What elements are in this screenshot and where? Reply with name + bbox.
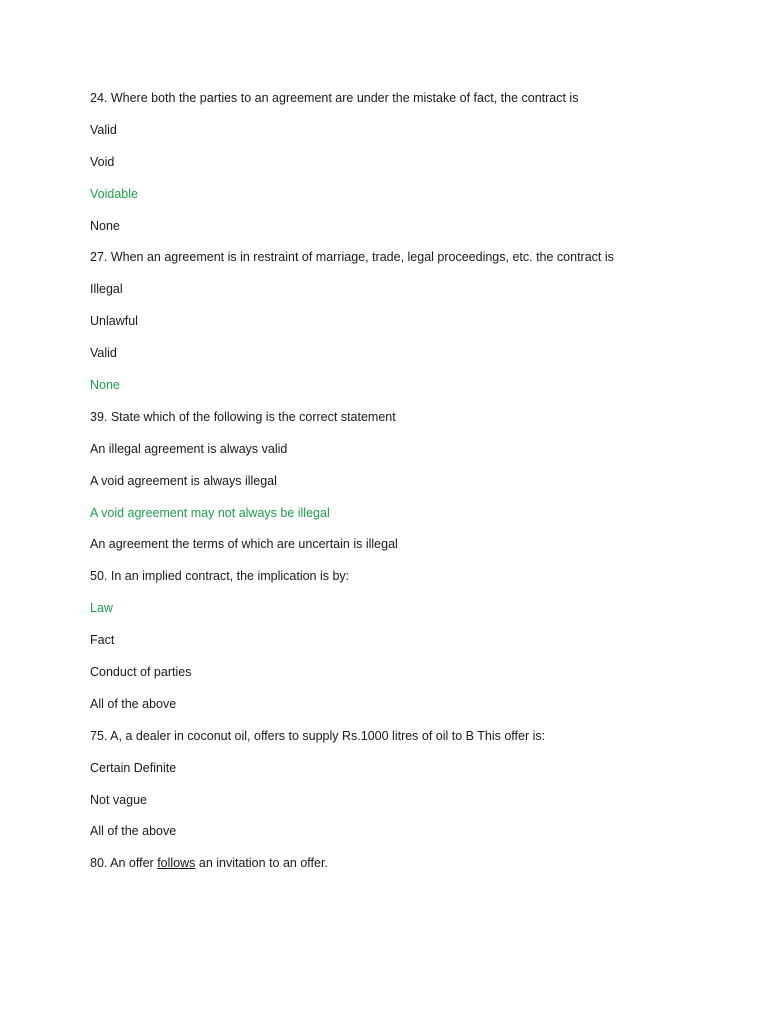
question-prompt: 50. In an implied contract, the implication is by: [90,569,350,584]
answer-option: None [90,218,120,233]
answer-option: An agreement the terms of which are uncertain is illegal [90,537,398,552]
answer-option: Valid [90,346,117,361]
answer-option: Certain Definite [90,760,177,775]
correct-answer-option: None [90,378,120,393]
question-prompt-start: 80. An offer [90,856,158,871]
answer-option: A void agreement is always illegal [90,473,277,488]
question-list [90,90,730,887]
question-prompt-end: an invitation to an offer. [195,856,328,871]
answer-option: Conduct of parties [90,665,192,680]
answer-option: Valid [90,122,117,137]
question-prompt [90,855,730,871]
correct-answer-option: Voidable [90,186,138,201]
answer-option: Unlawful [90,314,138,329]
answer-option: All of the above [90,824,177,839]
answer-option: Fact [90,633,115,648]
question-prompt: 75. A, a dealer in coconut oil, offers to supply Rs.1000 litres of oil to B This offer is: [90,728,546,743]
answer-option: Void [90,154,115,169]
answer-option: Illegal [90,282,123,297]
underlined-word: follows [157,856,196,871]
correct-answer-option: A void agreement may not always be illegal [90,505,330,520]
answer-option: An illegal agreement is always valid [90,441,288,456]
answer-option: Not vague [90,792,147,807]
question-prompt: 39. State which of the following is the correct statement [90,409,396,424]
correct-answer-option: Law [90,601,113,616]
question-prompt: 27. When an agreement is in restraint of marriage, trade, legal proceedings, etc. the contract is [90,250,614,265]
question-prompt: 24. Where both the parties to an agreement are under the mistake of fact, the contract is [90,91,579,105]
answer-option: All of the above [90,696,177,711]
